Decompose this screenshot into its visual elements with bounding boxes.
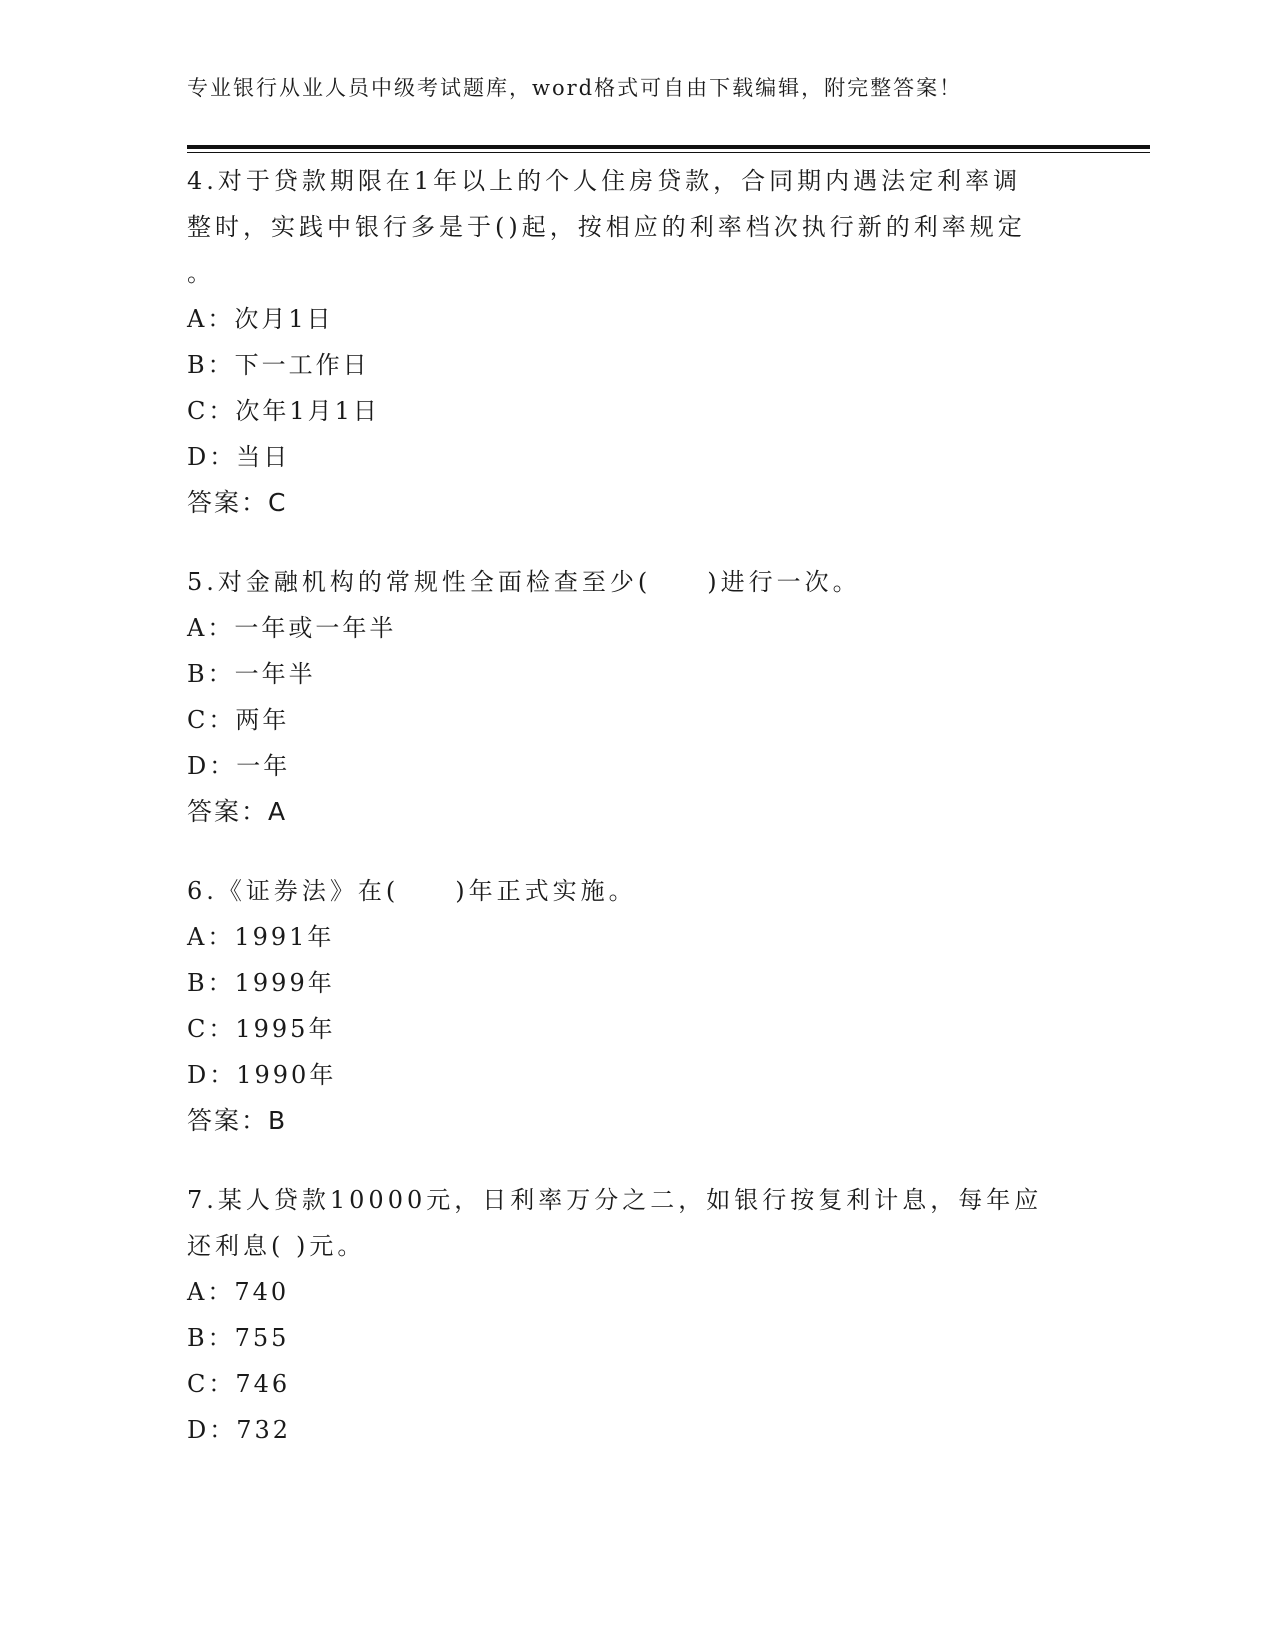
question-item [187,1177,1067,1453]
option-b: B：一年半 [187,660,316,688]
option-a: A：740 [187,1278,290,1306]
option-b: B：755 [187,1324,290,1352]
answer-line: 答案：C [187,488,288,517]
question-stem-line: 6.《证券法》在( )年正式实施。 [187,877,637,905]
option-d: D：当日 [187,443,291,471]
option-b: B：下一工作日 [187,351,370,379]
question-item [187,158,1067,526]
option-d: D：1990年 [187,1061,337,1089]
option-c: C：746 [187,1370,291,1398]
header-divider-thin [187,152,1150,153]
question-stem-line: 7.某人贷款10000元，日利率万分之二，如银行按复利计息，每年应 [187,1186,1043,1214]
question-item [187,868,1067,1144]
question-item [187,559,1067,835]
option-c: C：两年 [187,706,290,734]
option-d: D：732 [187,1416,292,1444]
option-a: A：1991年 [187,923,335,951]
option-c: C：次年1月1日 [187,397,380,425]
header-divider-thick [187,145,1150,149]
page-header: 专业银行从业人员中级考试题库，word格式可自由下载编辑，附完整答案！ [187,76,963,100]
answer-line: 答案：A [187,797,288,826]
question-stem-line: 4.对于贷款期限在1年以上的个人住房贷款，合同期内遇法定利率调 [187,167,1022,195]
question-stem-line: 。 [187,259,215,287]
option-c: C：1995年 [187,1015,336,1043]
option-d: D：一年 [187,752,291,780]
option-a: A：次月1日 [187,305,334,333]
question-stem-line: 还利息( )元。 [187,1232,366,1260]
question-list [187,158,1067,1486]
question-stem-line: 5.对金融机构的常规性全面检查至少( )进行一次。 [187,568,861,596]
question-stem-line: 整时，实践中银行多是于()起，按相应的利率档次执行新的利率规定 [187,213,1026,241]
answer-line: 答案：B [187,1106,288,1135]
option-a: A：一年或一年半 [187,614,397,642]
option-b: B：1999年 [187,969,335,997]
